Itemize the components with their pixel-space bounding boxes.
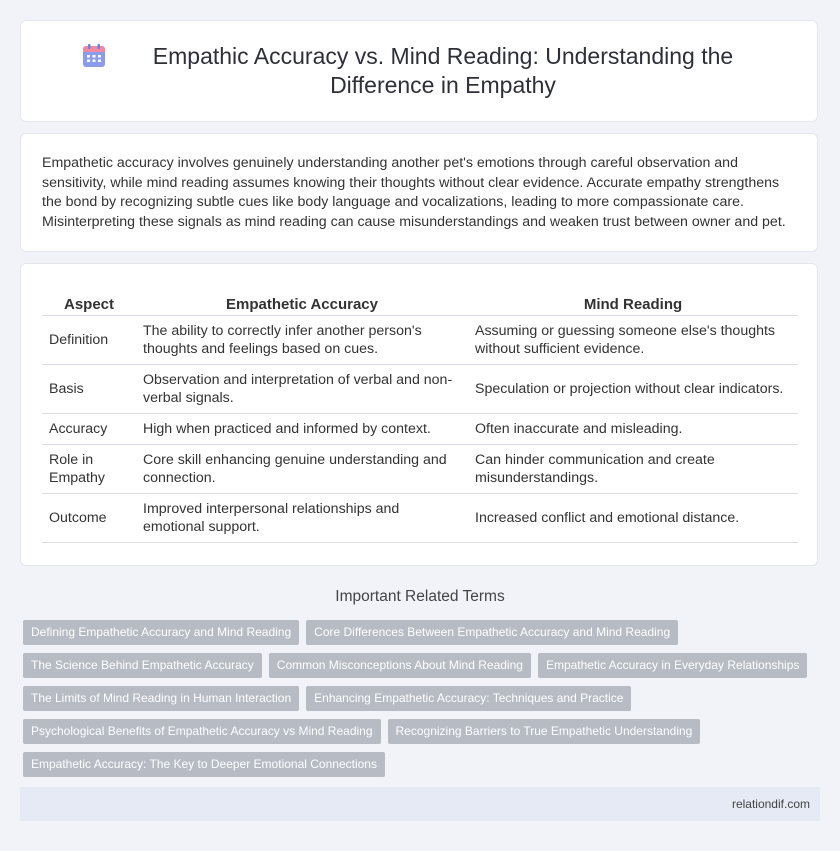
related-term-tag[interactable]: Psychological Benefits of Empathetic Accuracy vs Mind Reading bbox=[23, 719, 381, 744]
header-mind-reading: Mind Reading bbox=[468, 286, 798, 316]
related-term-tag[interactable]: Core Differences Between Empathetic Accuracy and Mind Reading bbox=[306, 620, 678, 645]
footer bbox=[20, 787, 820, 821]
intro-paragraph: Empathetic accuracy involves genuinely understanding another pet's emotions through careful observation and sensitivity, while mind reading assumes knowing their thoughts without clear evidence. Accurate empathy strengthens the bond by recognizing subtle cues like body language and vocalizations, leading to more compassionate care. Misinterpreting these signals as mind reading can cause misunderstandings and weaken trust between owner and pet. bbox=[42, 155, 786, 230]
header-card bbox=[20, 20, 818, 122]
cell-aspect: Definition bbox=[42, 316, 136, 365]
related-term-tag[interactable]: Enhancing Empathetic Accuracy: Techniques and Practice bbox=[306, 686, 631, 711]
footer-site-link[interactable]: relationdif.com bbox=[731, 797, 810, 811]
table-row bbox=[42, 365, 798, 414]
table-row bbox=[42, 494, 798, 543]
cell-empathetic-accuracy: The ability to correctly infer another person's thoughts and feelings based on cues. bbox=[136, 316, 468, 365]
related-term-tag[interactable]: The Limits of Mind Reading in Human Interaction bbox=[23, 686, 299, 711]
header-aspect: Aspect bbox=[42, 286, 136, 316]
related-term-tag[interactable]: Common Misconceptions About Mind Reading bbox=[269, 653, 531, 678]
calendar-grid-icon bbox=[81, 43, 107, 69]
related-term-tag[interactable]: Empathetic Accuracy in Everyday Relationships bbox=[538, 653, 807, 678]
related-term-tag[interactable]: Recognizing Barriers to True Empathetic Understanding bbox=[388, 719, 701, 744]
intro-card bbox=[20, 133, 818, 252]
cell-empathetic-accuracy: High when practiced and informed by context. bbox=[136, 414, 468, 445]
cell-empathetic-accuracy: Core skill enhancing genuine understanding and connection. bbox=[136, 445, 468, 494]
cell-aspect: Role in Empathy bbox=[42, 445, 136, 494]
related-terms-title: Important Related Terms bbox=[335, 588, 505, 605]
related-term-tag[interactable]: Defining Empathetic Accuracy and Mind Reading bbox=[23, 620, 299, 645]
header-empathetic-accuracy: Empathetic Accuracy bbox=[136, 286, 468, 316]
related-term-tag[interactable]: The Science Behind Empathetic Accuracy bbox=[23, 653, 262, 678]
table-row bbox=[42, 445, 798, 494]
cell-mind-reading: Can hinder communication and create misunderstandings. bbox=[468, 445, 798, 494]
table-header-row bbox=[42, 286, 798, 316]
table-row bbox=[42, 414, 798, 445]
related-terms-list bbox=[23, 620, 823, 777]
page-title: Empathic Accuracy vs. Mind Reading: Understanding the Difference in Empathy bbox=[152, 43, 734, 98]
cell-mind-reading: Speculation or projection without clear indicators. bbox=[468, 365, 798, 414]
comparison-table-card bbox=[20, 263, 818, 566]
cell-aspect: Accuracy bbox=[42, 414, 136, 445]
cell-mind-reading: Increased conflict and emotional distance. bbox=[468, 494, 798, 543]
cell-aspect: Outcome bbox=[42, 494, 136, 543]
cell-empathetic-accuracy: Observation and interpretation of verbal and non-verbal signals. bbox=[136, 365, 468, 414]
cell-mind-reading: Assuming or guessing someone else's thoughts without sufficient evidence. bbox=[468, 316, 798, 365]
cell-mind-reading: Often inaccurate and misleading. bbox=[468, 414, 798, 445]
cell-empathetic-accuracy: Improved interpersonal relationships and emotional support. bbox=[136, 494, 468, 543]
comparison-table bbox=[42, 286, 798, 543]
table-row bbox=[42, 316, 798, 365]
related-term-tag[interactable]: Empathetic Accuracy: The Key to Deeper Emotional Connections bbox=[23, 752, 385, 777]
cell-aspect: Basis bbox=[42, 365, 136, 414]
